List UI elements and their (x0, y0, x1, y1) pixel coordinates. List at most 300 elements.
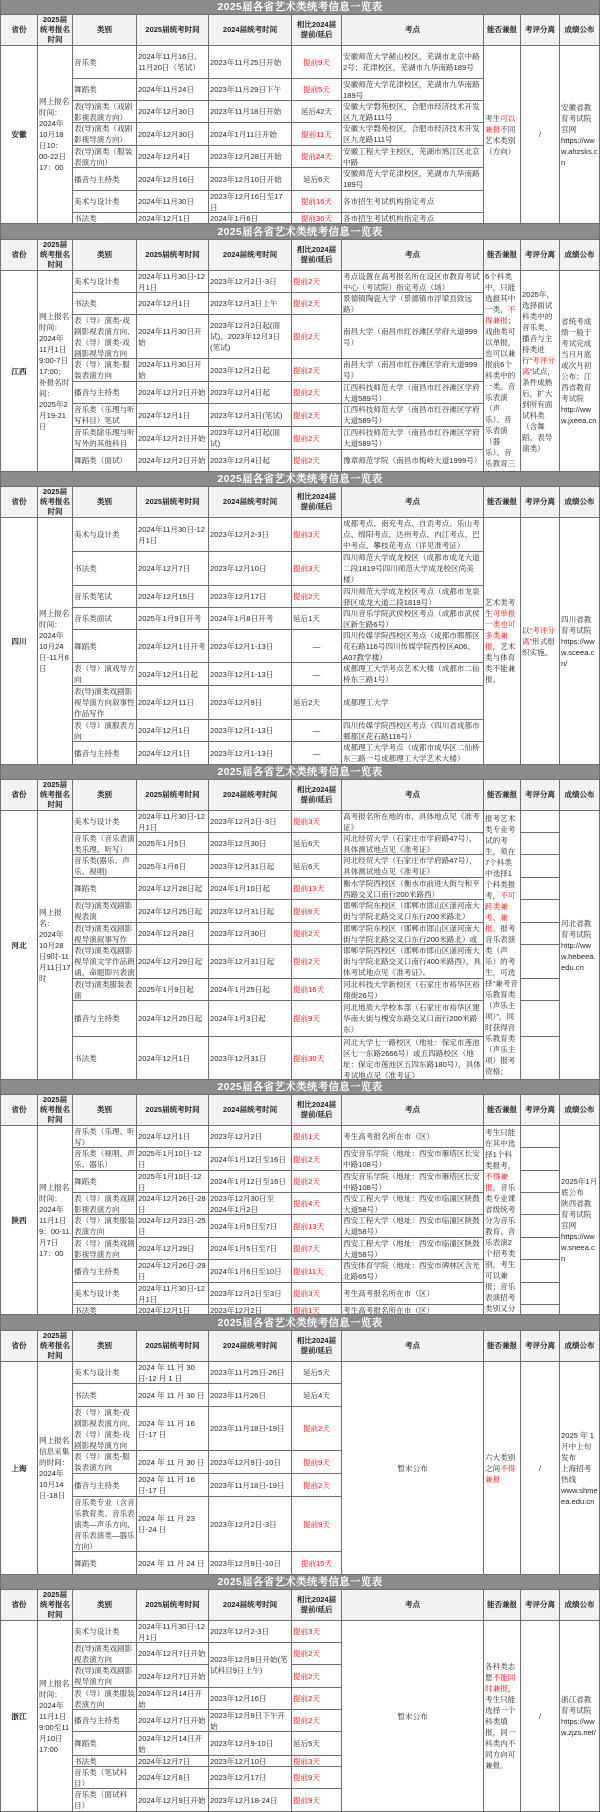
exam-venue-cell: 高考报名所在地的市，具体地点见《准考证》 (342, 811, 483, 832)
highlighted-text: “考评分离” (522, 625, 555, 646)
exam-date-2024-cell: 2023年12月10日 (209, 552, 291, 585)
province-section (0, 1315, 600, 1575)
exam-date-2024-cell: 2023年11月18日-19日 (209, 1407, 291, 1450)
exam-venue-cell: 各市招生考试机构指定考点 (342, 213, 483, 223)
exam-venue-cell: 成都考点、南充考点、自贡考点、乐山考点、绵阳考点、达州考点、内江考点、巴中考点、攀枝花考点（详见准考证） (342, 518, 483, 551)
text-segment: 音乐类专业课省级统考分为音乐教育、音乐表演2个招考类别，考生可以兼报；音乐表演招考类别又分 (485, 1182, 516, 1313)
exam-venue-cell: 西安音乐学院（地址：西安市雁塔区长安中路108号） (342, 1148, 483, 1170)
province-section (0, 0, 600, 224)
dual-registration-cell (484, 1621, 520, 1811)
exam-date-2025-cell: 2024年12月14日开始 (137, 1688, 208, 1709)
exam-venue-cell: 西安工程大学（地址：西安市临潼区陕鼓大道58号） (342, 1215, 483, 1237)
exam-date-2024-cell: 2023年12月3日(笔试) (209, 404, 291, 426)
exam-date-2024-cell: 2024年1月12日至16日 (209, 1171, 291, 1192)
results-line: https://www.sneea.cn (561, 1232, 595, 1263)
schedule-change-cell: 提前9天 (292, 1789, 341, 1811)
schedule-change-cell: 提前2天 (292, 315, 341, 358)
column-header: 2025届统考报名时间 (40, 1095, 70, 1124)
text-segment: 6个科类中，只能选报其中一类， (485, 272, 516, 314)
exam-date-2025-cell: 2024年11月30日 (137, 191, 208, 212)
schedule-change-cell: 提前5天 (292, 79, 341, 100)
exam-date-2025-cell: 2025年1月9日开考 (137, 608, 208, 629)
exam-date-2025-cell: 2024年12月1日开考 (137, 630, 208, 662)
registration-period-cell: 网上报名时间：2024年10月18日10：00-22日17：00 (38, 46, 72, 223)
column-header: 成绩公布 (560, 240, 599, 270)
schedule-change-cell: 提前2天 (292, 1474, 341, 1496)
separation-cell (521, 1037, 559, 1079)
column-header: 考评分离 (521, 1331, 559, 1361)
category-cell: 表(导)演类（戏剧影视导演方向） (73, 123, 136, 145)
rich-text (485, 813, 519, 1077)
results-text (561, 1176, 598, 1264)
exam-venue-cell: 暂未公布 (342, 1621, 483, 1811)
exam-date-2024-cell: 2023年12月1-13日 (209, 663, 291, 685)
separation-cell (521, 811, 559, 832)
separation-cell (521, 900, 559, 922)
exam-venue-cell: 成都理工大学考点（成都市成华区二仙桥东三路一号成都理工大学艺术大楼） (342, 742, 483, 764)
category-cell: 美术与设计类 (73, 811, 136, 832)
category-cell: 表(导)演类（戏剧影视表演方向） (73, 101, 136, 122)
exam-date-2024-cell: 2023年12月1-13日 (209, 742, 291, 764)
schedule-change-cell: 延后6天 (292, 833, 341, 854)
exam-date-2024-cell: 2023年12月31日 (209, 1037, 291, 1079)
exam-date-2025-cell: 2024年12月1日 (137, 1037, 208, 1079)
province-section (0, 1080, 600, 1315)
column-header: 相比2024届提前/延后 (292, 1095, 341, 1125)
exam-date-2024-cell: 2023年12月4日起 (209, 382, 291, 403)
category-cell: 书法类 (73, 1384, 136, 1406)
text-segment: 艺术类考生 (485, 598, 516, 618)
results-line: 安徽省教育考试院官网 (561, 102, 592, 134)
highlighted-text: 不可跨类兼考、兼报。 (485, 891, 516, 933)
schedule-change-cell: 提前2天 (292, 1643, 341, 1664)
exam-date-2025-cell: 2024年12月26日-28日 (137, 1193, 208, 1214)
schedule-change-cell: 提前3天 (292, 552, 341, 585)
exam-date-2025-cell: 2024年12月7日开始 (137, 1643, 208, 1664)
schedule-change-cell: 延后42天 (292, 101, 341, 122)
exam-date-2024-cell: 2024年1月12日至16日 (209, 1148, 291, 1170)
category-cell: 美术与设计类 (73, 271, 136, 292)
exam-date-2025-cell: 2024年12月26日-29日 (137, 1260, 208, 1282)
column-header: 类别 (73, 240, 136, 270)
exam-date-2024-cell: 2024年1月6日至10日 (209, 1260, 291, 1282)
rich-text (485, 1452, 519, 1485)
schedule-change-cell: — (292, 720, 341, 741)
exam-date-2025-cell: 2024年12月7日开始 (137, 1665, 208, 1687)
column-header: 考点 (342, 15, 483, 45)
exam-venue-cell: 西安音乐学院（地址：西安市雁塔区长安中路108号） (342, 1171, 483, 1192)
column-header: 2024届统考时间 (209, 1590, 291, 1620)
schedule-change-cell: 提前1天 (292, 1305, 341, 1314)
category-cell: 表(导)演类戏剧影视导演方向 (73, 1665, 136, 1687)
text-segment: 报考音乐表演类（声乐）的考生，可选择“兼考音乐教育类（声乐主项）”，同时获得音乐教育类（声乐主项）报考资格； (485, 924, 518, 1076)
exam-date-2024-cell: 2023年12月2-3日 (209, 1621, 291, 1642)
schedule-change-cell: 提前2天 (292, 945, 341, 978)
exam-venue-cell: 河北科技大学新校区（石家庄市裕华区裕翔街26号） (342, 979, 483, 1000)
results-text (561, 918, 598, 973)
exam-date-2024-cell: 2023年12月9日-10日 (209, 1552, 291, 1574)
schedule-change-cell: 提前2天 (292, 1407, 341, 1450)
text-segment: 报考艺术类专业考试的考生，须在7个科类中选择1个科类报考， (485, 814, 516, 900)
results-line: 浙江省教育考试院 (561, 1695, 592, 1715)
column-header: 2025届统考时间 (137, 15, 208, 45)
exam-venue-cell: 安徽师范大学花津校区，芜湖市九华南路189号 (342, 79, 483, 100)
exam-date-2024-cell: 2024年1月6日 (209, 213, 291, 223)
highlighted-text: 不得兼报 (485, 305, 516, 325)
exam-venue-cell: 西安工程大学（地址：西安市临潼区陕鼓大道58号） (342, 1238, 483, 1259)
column-header: 相比2024届提前/延后 (292, 487, 341, 517)
exam-date-2024-cell: 2023年12月30日 (209, 833, 291, 854)
province-cell: 四川 (1, 518, 37, 764)
exam-venue-cell: 各市招生考试机构指定考点 (342, 191, 483, 212)
registration-period-cell: 网上报名：2024年10月28日9时-11月11日17时 (38, 811, 72, 1079)
column-header: 2025届统考时间 (137, 1590, 208, 1620)
exam-date-2025-cell: 2024 年 11 月 30 日-12 月 1 日 (137, 1362, 208, 1383)
category-cell: 播音与主持类 (73, 1260, 136, 1282)
exam-date-2025-cell: 2025年1月5日 (137, 833, 208, 854)
column-header: 考评分离 (521, 487, 559, 517)
exam-venue-cell: 邯郸学院东校区（邯郸市邯山区滏河南大街与学院北路交叉口东行200米路北） (342, 900, 483, 922)
exam-venue-cell: 安徽大学磬苑校区，合肥市经济技术开发区九龙路111号 (342, 101, 483, 122)
column-header: 能否兼报 (484, 240, 520, 270)
separation-cell (521, 271, 559, 471)
column-header: 2025届统考时间 (137, 1095, 208, 1125)
separation-cell (521, 1171, 559, 1192)
category-cell: 表(导)演类戏剧影视导演叙事写作 (73, 923, 136, 944)
schedule-change-cell: 提前2天 (292, 427, 341, 449)
registration-period-cell: 网上报名时间：2024年10月24日-11月6日 (38, 518, 72, 764)
exam-date-2024-cell: 2023年12月1-13日 (209, 630, 291, 662)
schedule-change-cell: 提前2天 (292, 1665, 341, 1687)
highlighted-text: “考评分离” (522, 355, 555, 376)
schedule-change-cell: 提前16天 (292, 191, 341, 212)
column-header: 2024届统考时间 (209, 1331, 291, 1361)
exam-date-2025-cell: 2024年11月30日-12月1日 (137, 1283, 208, 1304)
category-cell: 书法类 (73, 213, 136, 223)
province-cell: 江西 (1, 271, 37, 471)
column-header: 能否兼报 (484, 780, 520, 810)
category-cell: 表(导)演类服装表演 (73, 979, 136, 1000)
exam-venue-cell: 考生高考报名所在市（区） (342, 1283, 483, 1304)
category-cell: 表(导)演类戏剧影视导演方向叙事性作品写作 (74, 687, 135, 718)
category-cell: 表（导）演类-服装表演方向 (73, 359, 136, 381)
column-header: 2025届统考时间 (137, 487, 208, 517)
exam-venue-cell: 安徽师范大学花津校区，芜湖市九华南路189号 (342, 168, 483, 190)
column-header: 成绩公布 (560, 1095, 599, 1125)
results-release-cell (560, 1126, 599, 1314)
column-header: 考点 (342, 1590, 483, 1620)
exam-date-2025-cell: 2025年1月10日-12日 (137, 1171, 208, 1192)
category-cell: 美术与设计类 (73, 1283, 136, 1304)
separation-cell (521, 945, 559, 978)
exam-date-2024-cell: 2023年12月17日 (209, 1767, 291, 1788)
exam-date-2025-cell: 2024 年 11 月 24 日 (137, 1552, 208, 1574)
exam-venue-cell: 河北经贸大学（石家庄市学府路47号），具体测试地点见《准考证》 (342, 833, 483, 854)
column-header: 成绩公布 (560, 1590, 599, 1620)
column-header: 考点 (342, 1331, 483, 1361)
results-release-cell (560, 1362, 599, 1574)
exam-date-2024-cell: 2023年12月28日开始 (209, 146, 291, 167)
category-cell: 音乐类（面试科目） (73, 1789, 136, 1811)
table-title: 2025届各省艺术类统考信息一览表 (1, 1315, 599, 1330)
province-cell: 安徽 (1, 46, 37, 223)
category-cell: 美术与设计类 (73, 1621, 136, 1642)
schedule-change-cell: 提前9天 (292, 1001, 341, 1036)
category-cell: 书法类 (73, 1037, 136, 1079)
separation-cell (521, 833, 559, 854)
exam-date-2024-cell: 2023年12月10日开始 (209, 168, 291, 190)
schedule-change-cell: 提前11天 (292, 1260, 341, 1282)
exam-date-2024-cell: 2023年12月9日开始(笔试科目9日上午) (209, 1643, 291, 1687)
exam-venue-cell: 暂未公布 (342, 1362, 483, 1574)
dual-registration-cell (484, 811, 520, 1079)
exam-date-2024-cell: 2023年12月4日起(面试) (209, 427, 291, 449)
category-cell: 表（导）演服表方向 (74, 721, 135, 741)
exam-date-2025-cell: 2024年12月25日起 (137, 1001, 208, 1036)
exam-venue-cell: 江西科技师范大学（南昌市红谷滩区学府大道589号） (342, 427, 483, 449)
exam-venue-cell: 河北大学七一路校区（地址：保定市莲池区七一东路2666号）或五四路校区（地址：保定市莲池区五四东路180号），具体考试地点见《准考证》 (342, 1037, 483, 1079)
exam-date-2025-cell: 2024年12月30日 (137, 123, 208, 145)
schedule-change-cell: 提前16天 (292, 979, 341, 1000)
exam-venue-cell: 考生高考报名所在市（区） (342, 1305, 483, 1314)
exam-date-2024-cell: 2023年12月3日上午 (209, 293, 291, 314)
results-line: www.shmeea.edu.cn (561, 1485, 598, 1506)
exam-date-2024-cell: 2023年12月2日-3日 (209, 1497, 291, 1551)
category-cell: 美术与设计类 (73, 191, 136, 212)
category-cell: 播音与主持类 (73, 1710, 136, 1731)
text-segment: 考生只能选择一个科类填报，同一科类内不同方向可兼报。 (485, 1695, 516, 1770)
column-header: 类别 (73, 1590, 136, 1620)
exam-date-2025-cell: 2024年11月30日-12月1日 (137, 811, 208, 832)
schedule-change-cell: 提前13天 (292, 1215, 341, 1237)
column-header: 成绩公布 (560, 1331, 599, 1361)
schedule-change-cell: 提前2天 (292, 1171, 341, 1192)
text-segment: 试点，条件成熟后，扩大到所有面试科类（含舞蹈、表导演类） (522, 366, 555, 453)
exam-venue-cell: 考生高考报名所在市（区） (342, 1126, 483, 1147)
dual-registration-cell (484, 1362, 520, 1574)
category-cell: 音乐类笔试 (73, 586, 136, 607)
column-header: 考评分离 (521, 15, 559, 45)
schedule-change-cell: 提前2天 (292, 271, 341, 292)
exam-date-2024-cell: 2023年12月2日至3日 (209, 1283, 291, 1304)
exam-date-2024-cell: 2023年12月31日起 (209, 855, 291, 877)
column-header: 类别 (73, 487, 136, 517)
category-cell: 书法类 (73, 1756, 136, 1766)
column-header: 省份 (1, 1095, 37, 1125)
results-line: https://www.zjzs.net/ (561, 1717, 597, 1737)
schedule-change-cell: 延后6天 (292, 855, 341, 877)
exam-date-2024-cell: 2023年11月25日-26日 (209, 1362, 291, 1383)
column-header: 考评分离 (521, 1095, 559, 1125)
exam-date-2024-cell: 2023年12月2日起 (209, 359, 291, 381)
category-cell: 表（导）演类戏剧影视导演方向 (74, 1239, 135, 1259)
exam-date-2025-cell: 2024年12月1日 (137, 404, 208, 426)
results-text (561, 1430, 598, 1507)
column-header: 2024届统考时间 (209, 1095, 291, 1125)
exam-venue-cell: 四川师范大学成龙校区（成都市成龙大道二段1819号四川师范大学成龙校区尚美楼） (342, 552, 483, 585)
table-title: 2025届各省艺术类统考信息一览表 (1, 0, 599, 14)
exam-date-2024-cell: 2023年12月9日下午开始 (209, 1710, 291, 1731)
separation-cell (521, 1260, 559, 1282)
column-header: 考点 (342, 240, 483, 270)
schedule-change-cell: 提前2天 (292, 923, 341, 944)
exam-date-2025-cell: 2024年12月7日 (137, 552, 208, 585)
rich-text (485, 271, 519, 480)
table-title: 2025届各省艺术类统考信息一览表 (1, 472, 599, 486)
rich-text (522, 625, 558, 658)
category-cell: 音乐类 (73, 46, 136, 78)
category-cell: 书法类 (73, 552, 136, 585)
province-section (0, 1575, 600, 1812)
column-header: 2024届统考时间 (209, 780, 291, 810)
category-cell: 书法类 (73, 1305, 136, 1314)
exam-date-2025-cell: 2024年11月30日-12月1日 (137, 518, 208, 551)
exam-date-2024-cell: 2024年1月10日起 (209, 878, 291, 899)
table-title: 2025届各省艺术类统考信息一览表 (1, 1575, 599, 1589)
exam-venue-cell: 成都理工大学考点艺术大楼（成都市二仙桥东三路1号） (342, 663, 483, 685)
column-header: 类别 (73, 780, 136, 810)
highlighted-text: 不能同时兼报， (485, 1673, 516, 1693)
exam-date-2024-cell: 2023年12月2日-3日 (209, 811, 291, 832)
column-header: 考点 (342, 1095, 483, 1125)
text-segment: 不同艺术类别（方向） (485, 124, 516, 156)
text-segment: 形式组织实施。 (522, 636, 555, 657)
schedule-change-cell: 提前3天 (292, 1283, 341, 1304)
schedule-change-cell: 提前9天 (292, 46, 341, 78)
category-cell: 音乐类（乐理、听写） (74, 1127, 135, 1147)
exam-venue-cell: 安徽工程大学主校区，芜湖市鸠江区北京中路 (342, 146, 483, 167)
separation-cell: / (521, 1621, 559, 1811)
exam-venue-cell: 江西科技师范大学（南昌市红谷滩区学府大道589号） (342, 382, 483, 403)
column-header: 2024届统考时间 (209, 487, 291, 517)
results-line: 2025 年 1 月中上旬发布 (561, 1430, 594, 1462)
exam-date-2024-cell: 2023年11月18日开始 (209, 101, 291, 122)
schedule-change-cell: 延后2天 (292, 686, 341, 719)
exam-venue-cell: 西安体育学院（地址：西安市碑林区含光北路65号） (342, 1260, 483, 1282)
exam-date-2024-cell: 2023年12月16日至17日 (209, 191, 291, 212)
results-release-cell (560, 1621, 599, 1811)
results-release-cell (560, 271, 599, 471)
exam-venue-cell: 四川传媒学院西校区考点（四川省成都市郫都区花石路116号） (342, 720, 483, 741)
column-header: 相比2024届提前/延后 (292, 240, 341, 270)
text-segment: 各科类志愿 (485, 1662, 516, 1682)
schedule-change-cell: 提前3天 (292, 1621, 341, 1642)
schedule-change-cell: 提前30天 (292, 1037, 341, 1079)
province-cell: 浙江 (1, 1621, 37, 1811)
exam-date-2024-cell: 2023年12月18-24日 (209, 1789, 291, 1811)
category-cell: 表(导)演类戏剧影视表演方向 (73, 1643, 136, 1664)
separation-cell (521, 878, 559, 899)
column-header: 能否兼报 (484, 487, 520, 517)
separation-cell (521, 1148, 559, 1170)
exam-date-2025-cell: 2024年12月28日起 (137, 878, 208, 899)
schedule-change-cell: 提前2天 (292, 293, 341, 314)
results-text (561, 316, 598, 426)
column-header: 考评分离 (521, 780, 559, 810)
category-cell: 音乐类面试 (73, 608, 136, 629)
category-cell: 音乐类（乐理与听写科目）笔试 (74, 405, 135, 425)
text-segment: 考生 (485, 113, 501, 123)
column-header: 2025届统考时间 (137, 240, 208, 270)
schedule-change-cell: 提前6天 (292, 900, 341, 922)
exam-date-2025-cell: 2024年12月2日开始 (137, 450, 208, 471)
results-line: 2025年1月底公布 (561, 1177, 598, 1197)
column-header: 类别 (73, 1331, 136, 1361)
results-line: 河北省教育考试院 (561, 918, 592, 939)
rich-text (485, 113, 519, 157)
category-cell: 表（导）演类戏剧影视表演方向 (74, 1194, 135, 1214)
category-cell: 美术与设计类 (73, 1362, 136, 1383)
exam-date-2024-cell: 2024年1月8日开考 (209, 608, 291, 629)
column-header: 2024届统考时间 (209, 15, 291, 45)
exam-venue-cell: 安徽师范大学赭山校区，芜湖市北京中路2号；花津校区，芜湖市九华南路189号 (342, 46, 483, 78)
highlighted-text: 不得兼报， (485, 1171, 508, 1192)
table-title: 2025届各省艺术类统考信息一览表 (1, 1080, 599, 1094)
results-line: 上海招考热线 (561, 1463, 592, 1484)
column-header: 2025届统考时间 (137, 1331, 208, 1361)
results-text (561, 1694, 598, 1738)
exam-date-2024-cell: 2023年12月2-3日 (209, 518, 291, 551)
exam-date-2025-cell: 2024年11月30日开始 (137, 315, 208, 358)
schedule-change-cell: 提前36天 (292, 213, 341, 223)
exam-date-2024-cell: 2023年12月2日-3日 (209, 271, 291, 292)
column-header: 省份 (1, 487, 37, 517)
results-line: https://www.ahzsks.cn (561, 135, 598, 167)
column-header: 2025届统考报名时间 (40, 487, 70, 516)
category-cell: 播音与主持类 (73, 742, 136, 764)
exam-date-2024-cell: 2024年1月25日起 (209, 979, 291, 1000)
schedule-change-cell: 提前2天 (292, 586, 341, 607)
column-header: 省份 (1, 780, 37, 810)
separation-cell (521, 1001, 559, 1036)
column-header: 2024届统考时间 (209, 240, 291, 270)
column-header: 成绩公布 (560, 487, 599, 517)
exam-venue-cell: 西安工程大学（地址：西安市临潼区陕鼓大道58号） (342, 1193, 483, 1214)
column-header: 省份 (1, 15, 37, 45)
results-text (561, 614, 598, 669)
rich-text (485, 1127, 519, 1314)
province-cell: 上海 (1, 1362, 37, 1574)
exam-date-2025-cell: 2024年12月9日开始 (137, 1789, 208, 1811)
category-cell: 舞蹈类 (73, 1171, 136, 1192)
dual-registration-cell (484, 271, 520, 471)
schedule-change-cell: 提前4天 (292, 1193, 341, 1214)
category-cell: 舞蹈类（面试） (73, 450, 136, 471)
exam-venue-cell: 豫章师范学院（南昌市梅岭大道1999号） (342, 450, 483, 471)
text-segment: 以 (522, 625, 530, 635)
results-release-cell (560, 811, 599, 1079)
exam-date-2025-cell: 2024年11月30日开始 (137, 359, 208, 381)
province-section (0, 224, 600, 472)
exam-date-2024-cell: 2023年12月16日 (209, 1688, 291, 1709)
results-line: https://www.sceea.cn/ (561, 636, 595, 668)
exam-date-2025-cell: 2024年12月29日 (137, 1238, 208, 1259)
exam-date-2025-cell: 2024年12月7日 (137, 1756, 208, 1766)
exam-date-2024-cell: 2023年11月18日-19日 (209, 1474, 291, 1496)
category-cell: 表（导）演戏导方向 (74, 664, 135, 684)
exam-date-2025-cell: 2024年12月25日起 (137, 900, 208, 922)
column-header: 省份 (1, 1590, 37, 1620)
exam-date-2025-cell: 2024 年 11 月 23 日-24 日 (137, 1497, 208, 1551)
exam-venue-cell: 考点设置在高考报名所在设区市教育考试中心（考试院）指定考点（场） (342, 271, 483, 292)
exam-venue-cell: 邯郸学院西校区（邯郸市邯山区滏河南大街与学院北路交叉口南行400米路西），具体考试地点见《准考证》。 (342, 945, 483, 978)
schedule-change-cell: 提前13天 (292, 878, 341, 899)
exam-date-2025-cell: 2024年12月29日起 (137, 945, 208, 978)
registration-period-cell: 网上报名时间：2024年11月1日9:00至11月10日17:00 (38, 1621, 72, 1811)
province-section (0, 765, 600, 1080)
category-cell: 舞蹈类 (73, 79, 136, 100)
separation-cell (521, 1238, 559, 1259)
